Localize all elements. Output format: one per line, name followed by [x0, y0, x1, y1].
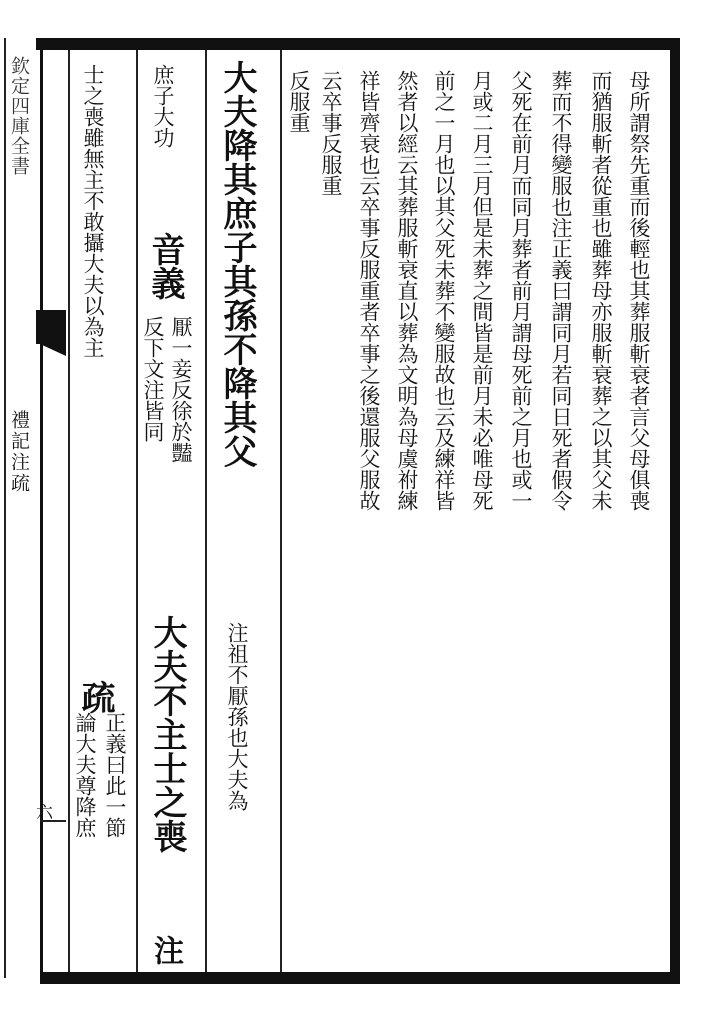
main-text-column-1: 大夫降其庶子其孫不降其父	[217, 60, 257, 468]
shu-note-block	[68, 712, 136, 972]
yinyi-note-block	[140, 316, 208, 616]
text-column-2: 而猶服斬者從重也雖葬母亦服斬衰葬之以其父未	[589, 70, 613, 511]
frame-top-border	[36, 38, 678, 50]
text-column-9-cont: 反服重	[287, 70, 311, 133]
shu-note-right: 正義曰此一節	[103, 712, 127, 838]
frame-left-border	[40, 50, 43, 982]
yinyi-note-right: 厭一妾反徐於豔	[169, 316, 193, 463]
main-text-column-2: 大夫不主士之喪	[147, 615, 187, 853]
zhu-marker: 注	[148, 935, 183, 965]
page-number: 六	[36, 803, 53, 823]
frame-right-border	[670, 38, 680, 984]
yinyi-marker: 音義	[145, 232, 185, 300]
note-column-1: 注祖不厭孫也大夫為	[225, 622, 249, 811]
book-title: 禮記注疏	[8, 410, 30, 494]
column-rule	[136, 50, 138, 972]
center-fold-rule	[4, 38, 6, 978]
text-column-6: 前之一月也以其父死未葬不變服故也云及練祥皆	[432, 70, 456, 511]
running-head: 欽定四庫全書	[8, 56, 30, 176]
yinyi-note-left: 反下文注皆同	[141, 316, 165, 442]
text-column-3: 葬而不得變服也注正義曰謂同月若同日死者假令	[549, 70, 573, 511]
note-column-2a: 庶子大功	[151, 64, 175, 148]
text-column-1: 母所謂祭先重而後輕也其葬服斬衰者言父母俱喪	[627, 70, 651, 511]
fish-tail-mark	[36, 310, 66, 344]
shu-note-left: 論大夫尊降庶	[73, 712, 97, 838]
text-column-5: 月或二月三月但是未葬之間皆是前月未必唯母死	[470, 70, 494, 511]
text-column-4: 父死在前月而同月葬者前月謂母死前之月也或一	[509, 70, 533, 511]
shu-marker: 疏	[75, 680, 115, 714]
fish-tail-point	[40, 344, 66, 356]
note-column-3: 士之喪雖無主不敢攝大夫以為主	[81, 64, 105, 358]
column-rule	[280, 50, 282, 972]
text-column-8: 祥皆齊衰也云卒事反服重者卒事之後還服父服故	[357, 70, 381, 511]
frame-bottom-border	[40, 972, 680, 984]
text-column-7: 然者以經云其葬服斬衰直以葬為文明為母虞祔練	[395, 70, 419, 511]
text-column-9: 云卒事反服重	[319, 70, 343, 196]
